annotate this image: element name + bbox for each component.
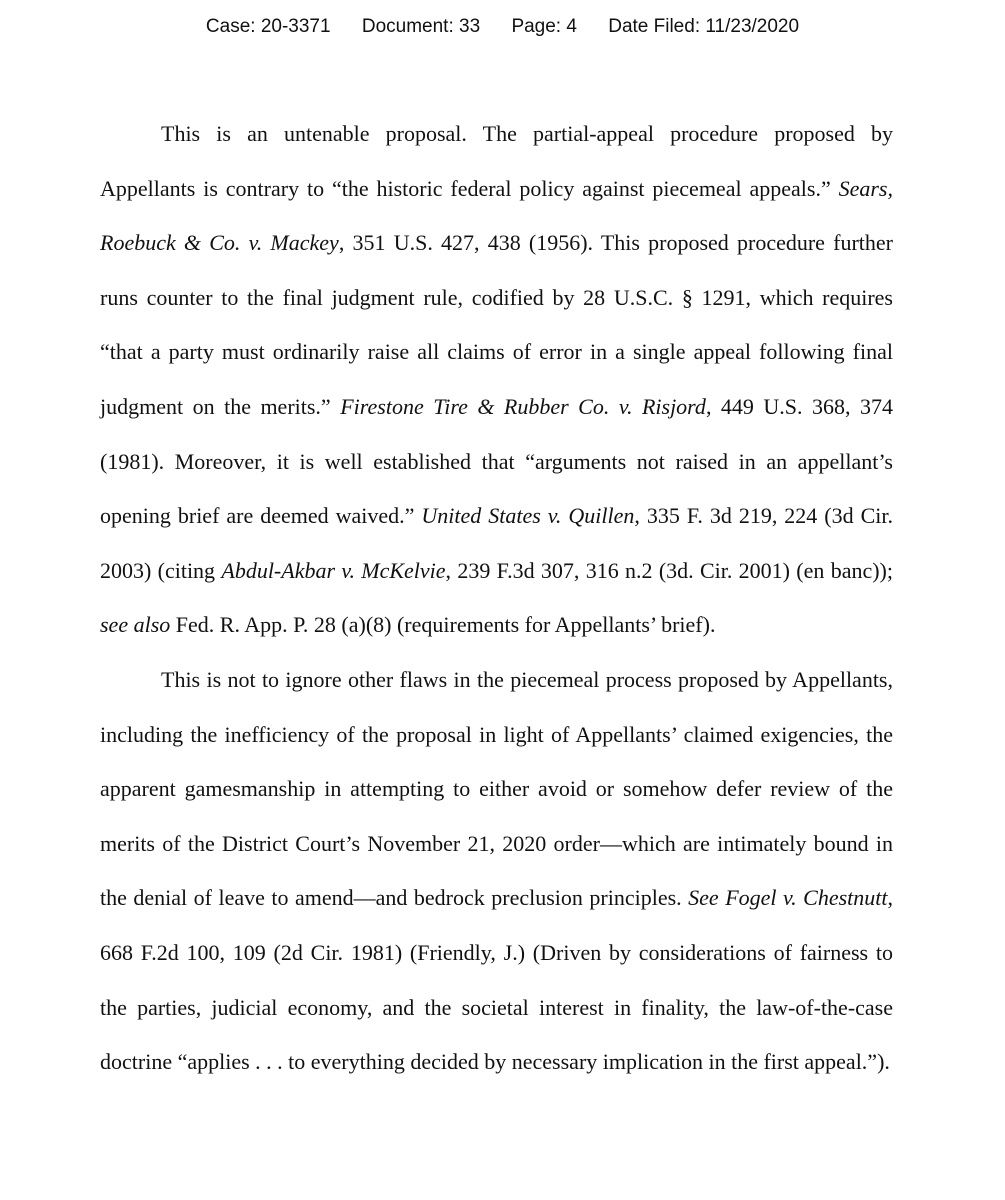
text-run: , 449 U.S. 368, 374 (1981). Moreover, it is well established that “arguments not raised in an appellant’s opening brief are deemed waived.”	[100, 393, 894, 529]
text-run: , 351 U.S. 427, 438 (1956). This proposed procedure further runs counter to the final judgment rule, codified by 28 U.S.C. § 1291, which requires “that a party must ordinarily raise all claims of error in a single appeal following final judgment on the merits.”	[100, 230, 893, 419]
document-number: Document: 33	[361, 16, 481, 37]
signal-see-also: see also	[100, 612, 171, 638]
case-citation: Firestone Tire & Rubber Co. v. Risjord	[340, 393, 706, 419]
case-citation: Sears, Roebuck & Co. v. Mackey	[100, 175, 893, 256]
paragraph-1	[100, 107, 893, 653]
case-number: Case: 20-3371	[205, 16, 331, 37]
page-number: Page: 4	[511, 16, 577, 37]
date-filed: Date Filed: 11/23/2020	[608, 16, 800, 37]
paragraph-2	[100, 653, 893, 1090]
text-run: This is not to ignore other flaws in the piecemeal process proposed by Appellants, including the inefficiency of the proposal in light of Appellants’ claimed exigencies, the apparent gamesmanship in attempting to either avoid or somehow defer review of the merits of the District Court’s November 21, 2020 order—which are intimately bound in the denial of leave to amend—and bedrock preclusion principles.	[100, 666, 893, 911]
case-citation: Abdul-Akbar v. McKelvie	[221, 557, 446, 583]
text-run: , 239 F.3d 307, 316 n.2 (3d. Cir. 2001) (en banc));	[445, 557, 893, 583]
text-run: , 335 F. 3d 219, 224 (3d Cir. 2003) (citing	[100, 503, 893, 583]
case-citation: See Fogel v. Chestnutt	[688, 885, 888, 911]
text-run: , 668 F.2d 100, 109 (2d Cir. 1981) (Friendly, J.) (Driven by considerations of fairness to the parties, judicial economy, and the societal interest in finality, the law-of-the-case doctrine “applies . . . to everything decided by necessary implication in the first appeal.”).	[100, 885, 893, 1075]
text-run: Fed. R. App. P. 28 (a)(8) (requirements for Appellants’ brief).	[170, 612, 716, 638]
case-citation: United States v. Quillen	[421, 503, 635, 529]
document-header	[0, 16, 1005, 38]
document-body	[100, 107, 893, 1090]
text-run: This is an untenable proposal. The partial-appeal procedure proposed by Appellants is contrary to “the historic federal policy against piecemeal appeals.”	[100, 121, 893, 201]
